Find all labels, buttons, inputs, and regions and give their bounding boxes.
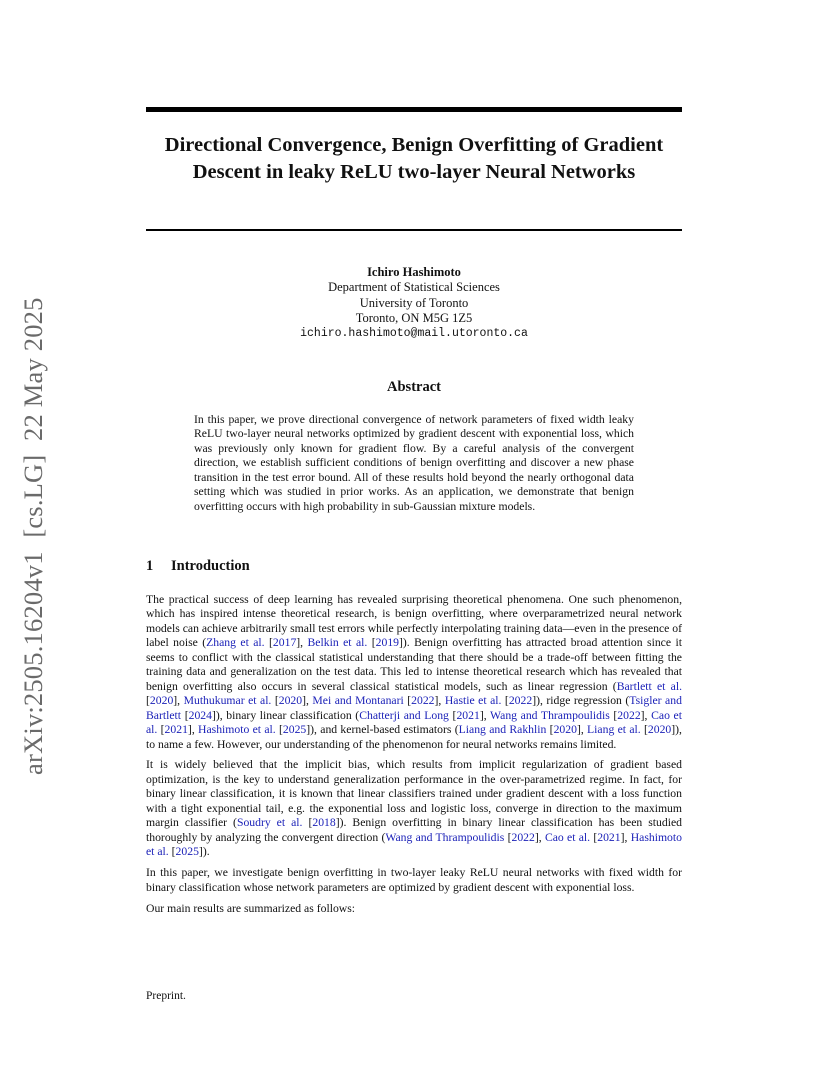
citation-link[interactable]: 2022 [617,708,641,722]
citation-link[interactable]: 2021 [164,723,188,737]
citation-link[interactable]: Hashimoto et al. [198,723,276,737]
title-top-rule [146,107,682,112]
paragraph-text: ]), binary linear classification ( [211,708,360,722]
citation-link[interactable]: Zhang et al. [206,636,265,650]
section-heading-introduction [146,558,682,575]
citation-link[interactable]: Muthukumar et al. [183,694,272,708]
paragraph-text: [ [181,708,189,722]
abstract-text: In this paper, we prove directional convergence of network parameters of fixed width leaky ReLU two-layer neural networks optimized by gradient descent with exponential loss, which was previously only known for gradient flow. By a careful analysis of the convergent direction, we establish sufficient conditions of benign overfitting and discover a new phase transition in the test error bound. All of these results hold beyond the nearly orthogonal data setting which was studied in prior works. As an application, we demonstrate that benign overfitting occurs with high probability in sub-Gaussian mixture models. [194,413,634,513]
introduction-body [146,593,682,916]
citation-link[interactable]: Chatterji and Long [359,708,449,722]
paragraph-text: [ [403,694,412,708]
paragraph-text: [ [448,708,457,722]
paragraph-text: ], [640,708,652,722]
citation-link[interactable]: Cao et al. [146,708,682,737]
paragraph [146,902,682,916]
section-title: Introduction [171,558,250,574]
arxiv-identifier-stamp: arXiv:2505.16204v1 [cs.LG] 22 May 2025 [18,297,48,775]
paragraph-text: ]). [198,845,210,859]
citation-link[interactable]: 2020 [278,694,303,708]
citation-link[interactable]: Hashimoto et al. [146,830,682,859]
citation-link[interactable]: 2018 [312,816,336,830]
paragraph-text: In this paper, we investigate benign overfitting in two-layer leaky ReLU neural networks with fixed width for binary classification whose network parameters are optimized by gradient descent with exponential loss. [146,866,682,894]
paragraph-text: [ [275,723,283,737]
paragraph [146,866,682,895]
paragraph-text: ], [302,694,313,708]
paragraph-text: ]). Benign overfitting in binary linear classification has been studied thoroughly by analyzing the convergent direction ( [146,816,682,844]
paragraph-text: [ [367,636,376,650]
citation-link[interactable]: 2019 [375,636,399,650]
paragraph-text: [ [640,723,648,737]
paper-title: Directional Convergence, Benign Overfitting of Gradient Descent in leaky ReLU two-layer Neural Networks [164,134,664,183]
paragraph-text: ]), and kernel-based estimators ( [306,723,459,737]
section-number: 1 [146,558,154,574]
author-department: Department of Statistical Sciences [328,280,500,295]
citation-link[interactable]: Hastie et al. [444,694,502,708]
citation-link[interactable]: Belkin et al. [307,636,368,650]
citation-link[interactable]: 2020 [553,723,577,737]
paragraph-text: ], [187,723,199,737]
paragraph-text: ], [173,694,184,708]
paragraph-text: [ [609,708,618,722]
paragraph-text: [ [271,694,279,708]
citation-link[interactable]: Cao et al. [544,830,591,844]
citation-link[interactable]: Wang and Thrampoulidis [385,830,505,844]
footer-preprint-note: Preprint. [146,990,186,1002]
citation-link[interactable]: 2022 [411,694,435,708]
paragraph-text: ]), ridge regression ( [532,694,630,708]
paragraph-text: ], [576,723,588,737]
paragraph-text: [ [590,830,598,844]
citation-link[interactable]: 2022 [508,694,533,708]
paragraph-text: ], [479,708,491,722]
paragraph-text: [ [501,694,509,708]
paragraph-text: ]). Benign overfitting has attracted broad attention since it seems to conflict with the classical statistical understanding that there should be a trade-off between fitting the training data and generalization on the test data. This led to intense theoretical research which has revealed that benign overfitting also occurs in several classical statistical models, such as linear regression ( [146,636,682,693]
citation-link[interactable]: Mei and Montanari [312,694,404,708]
author-university: University of Toronto [359,295,469,310]
citation-link[interactable]: Tsigler and Bartlett [146,694,682,722]
citation-link[interactable]: 2021 [456,708,480,722]
paragraph-text: It is widely believed that the implicit bias, which results from implicit regularization of gradient based optimization, is the key to understand generalization performance in the over-parametrized regime. In fact, for binary linear classification, it is known that linear classifiers trained under gradient descent with a loss function with a tight exponential tail, e.g. the exponential loss and logistic loss, converge in direction to the maximum margin classifier ( [146,758,682,830]
author-address: Toronto, ON M5G 1Z5 [355,310,473,325]
citation-link[interactable]: 2020 [149,694,174,708]
author-email[interactable]: ichiro.hashimoto@mail.utoronto.ca [300,327,528,341]
citation-link[interactable]: 2025 [175,845,199,859]
paragraph-text: [ [168,845,176,859]
paragraph [146,758,682,859]
author-name: Ichiro Hashimoto [367,265,461,279]
citation-link[interactable]: Soudry et al. [236,816,303,830]
citation-link[interactable]: 2024 [188,708,212,722]
paragraph-text: Our main results are summarized as follows: [146,901,356,915]
paragraph [146,593,682,752]
paragraph-text: ], [620,830,631,844]
paragraph-text: [ [157,723,165,737]
paragraph-text: ], [434,694,445,708]
citation-link[interactable]: Liang and Rakhlin [458,723,547,737]
citation-link[interactable]: Wang and Thrampoulidis [490,708,610,722]
citation-link[interactable]: 2022 [511,830,535,844]
citation-link[interactable]: 2021 [597,830,621,844]
paragraph-text: [ [146,694,150,708]
citation-link[interactable]: 2020 [647,723,672,737]
paragraph-text: ], [296,636,308,650]
paragraph-text: ], [534,830,545,844]
author-block [146,265,682,341]
abstract-heading: Abstract [387,379,441,395]
paragraph-text: ]), to name a few. However, our understanding of the phenomenon for neural networks remains limited. [146,723,682,751]
citation-link[interactable]: Bartlett et al. [616,679,682,693]
paragraph-text: [ [264,636,273,650]
citation-link[interactable]: Liang et al. [587,723,641,737]
citation-link[interactable]: 2025 [282,723,307,737]
paragraph-text: [ [302,816,313,830]
citation-link[interactable]: 2017 [272,636,297,650]
paragraph-text: [ [504,830,512,844]
paragraph-text: [ [546,723,554,737]
title-bottom-rule [146,229,682,231]
paragraph-text: The practical success of deep learning has revealed surprising theoretical phenomena. One such phenomenon, which has inspired intense theoretical research, is benign overfitting, where overparametrized neural network models can achieve arbitrarily small test errors while perfectly interpolating training data—even in the presence of label noise ( [146,593,682,650]
